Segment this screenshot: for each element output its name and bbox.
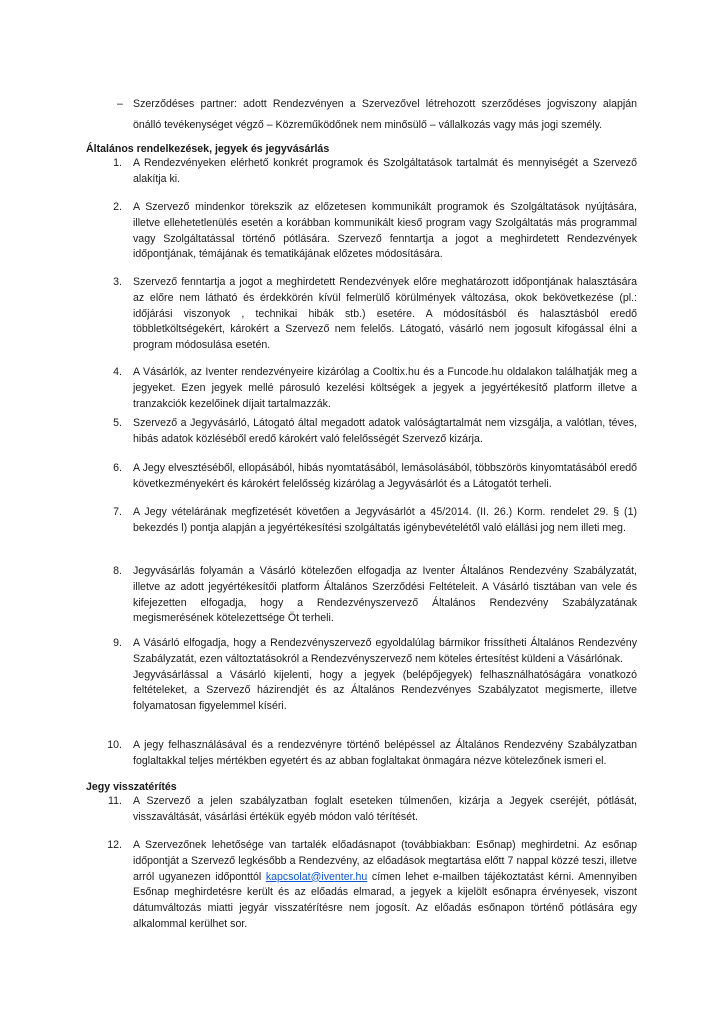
item-paragraph-1: A Vásárló elfogadja, hogy a Rendezvényszervező egyoldalúlag bármikor frissítheti Általános Rendezvény Szabályzatát, ezen változtatásokról a Rendezvényszervező nem köteles értesítést küldeni a Vásárlónak.: [133, 637, 637, 665]
list-item-6: [86, 461, 637, 493]
item-number: 9.: [113, 637, 122, 649]
list-item-5: [86, 416, 637, 448]
item-text: A Rendezvényeken elérhető konkrét programok és Szolgáltatások tartalmát és mennyiségét a Szervező alakítja ki.: [133, 157, 637, 185]
item-number: 3.: [113, 276, 122, 288]
item-number: 11.: [108, 795, 122, 807]
item-text: A Szervező mindenkor törekszik az előzetesen kommunikált programok és Szolgáltatások nyújtására, illetve ellehetetlenülés esetén a korábban kommunikált kieső program vagy Szolgáltatás más programmal vagy Szolgáltatással történő pótlására. Szervező fenntartja a jogot a meghirdetett Rendezvények időpontjának, témájának és tematikájának előzetes módosítására.: [133, 201, 637, 261]
list-item-3: [86, 275, 637, 354]
list-item-4: [86, 365, 637, 412]
item-text: [133, 636, 637, 715]
item-text: A Jegy elvesztéséből, ellopásából, hibás nyomtatásából, lemásolásából, többszörös kinyomtatásából eredő következményekért és károkért felelősség kizárólag a Jegyvásárlót és a Látogatót terheli.: [133, 462, 637, 490]
section-heading-refund: Jegy visszatérítés: [86, 781, 177, 793]
definition-text: Szerződéses partner: adott Rendezvényen a Szervezővel létrehozott szerződéses jogviszony alapján önálló tevékenységet végző – Közreműködőnek nem minősülő – vállalkozás vagy más jogi személy.: [133, 98, 637, 131]
item-number: 2.: [113, 201, 122, 213]
list-item-9: [86, 636, 637, 715]
item-text: A jegy felhasználásával és a rendezvényre történő belépéssel az Általános Rendezvény Szabályzatban foglaltakkal teljes mértékben egyetért és az abban foglaltakat önmagára nézve kötelezőnek ismeri el.: [133, 739, 637, 767]
item-text: A Jegy vételárának megfizetését követően a Jegyvásárlót a 45/2014. (II. 26.) Korm. rendelet 29. § (1) bekezdés l) pontja alapján a jegyértékesítési szolgáltatás igénybevételétől való elállási jog nem illeti meg.: [133, 506, 637, 534]
item-text: A Szervező a jelen szabályzatban foglalt eseteken túlmenően, kizárja a Jegyek cseréjét, pótlását, visszaváltását, vásárlási értékük egyéb módon való térítését.: [133, 795, 637, 823]
item-paragraph-2: Jegyvásárlással a Vásárló kijelenti, hogy a jegyek (belépőjegyek) felhasználhatóságára vonatkozó feltételeket, a Szervező házirendjét és az Általános Rendezvényes Szabályzatot megismerte, illetve folyamatosan figyelemmel kíséri.: [133, 668, 637, 713]
item-number: 8.: [113, 565, 122, 577]
item-text-after-link: címen lehet e-mailben tájékoztatást kérni. Amennyiben Esőnap meghirdetésre került és az előadás elmarad, a jegyek a kijelölt esőnapra érvényesek, viszont dátumváltozás miatti jegyár visszatérítésre nem jogosít. Az előadás esőnapon történő pótlására egy alkalommal kerülhet sor.: [133, 870, 637, 930]
item-text: Szervező fenntartja a jogot a meghirdetett Rendezvények előre meghatározott időpontjának halasztására az előre nem látható és érdekkörén kívül felmerülő körülmények változása, okok bekövetkezése (pl.: időjárási viszonyok , technikai hibák stb.) esetére. A módosításból és halasztásból eredő többletköltségekért, károkért a Szervező nem felelős. Látogató, vásárló nem jogosult kifogással élni a program módosulása esetén.: [133, 276, 637, 352]
list-item-2: [86, 200, 637, 263]
item-number: 10.: [107, 739, 122, 751]
item-text: Szervező a Jegyvásárló, Látogató által megadott adatok valóságtartalmát nem vizsgálja, a valótlan, téves, hibás adatok közléséből eredő károkért való felelősségét Szervező kizárja.: [133, 417, 637, 445]
item-text: Jegyvásárlás folyamán a Vásárló kötelezően elfogadja az Iventer Általános Rendezvény Szabályzatát, illetve az adott jegyértékesítői platform Általános Szerződési Feltételeit. A Vásárló tisztában van vele és kifejezetten elfogadja, hogy a Rendezvényszervező Általános Rendezvény Szabályzatának megismerésének kötelezettsége Öt terheli.: [133, 565, 637, 625]
item-number: 7.: [113, 506, 122, 518]
definition-item-contract-partner: [86, 94, 637, 136]
section-heading-general: Általános rendelkezések, jegyek és jegyvásárlás: [86, 143, 330, 155]
item-text: A Vásárlók, az Iventer rendezvényeire kizárólag a Cooltix.hu és a Funcode.hu oldalakon találhatják meg a jegyeket. Ezen jegyek mellé párosuló kezelési költségek a jegyek a jegyértékesítő platform illetve a tranzakciók kezelőinek díjait tartalmazzák.: [133, 366, 637, 410]
list-item-10: [86, 738, 637, 770]
item-number: 4.: [113, 366, 122, 378]
item-text-before-link: A Szervezőnek lehetősége van tartalék előadásnapot (továbbiakban: Esőnap) meghirdetni. Az esőnap időpontját a Szervező legkésőbb a Rendezvény, az előadások megtartása előtt 7 nappal közzé teszi, illetve arról ugyanezen időponttól: [133, 839, 637, 883]
item-text: [133, 838, 637, 933]
item-number: 5.: [113, 417, 122, 429]
list-item-12: [86, 838, 637, 933]
dash-bullet: –: [117, 98, 123, 110]
item-number: 1.: [113, 157, 122, 169]
item-number: 6.: [113, 462, 122, 474]
list-item-7: [86, 505, 637, 537]
item-number: 12.: [107, 839, 122, 851]
list-item-1: [86, 156, 637, 188]
list-item-8: [86, 564, 637, 627]
email-link[interactable]: kapcsolat@iventer.hu: [265, 870, 368, 883]
list-item-11: [86, 794, 637, 826]
